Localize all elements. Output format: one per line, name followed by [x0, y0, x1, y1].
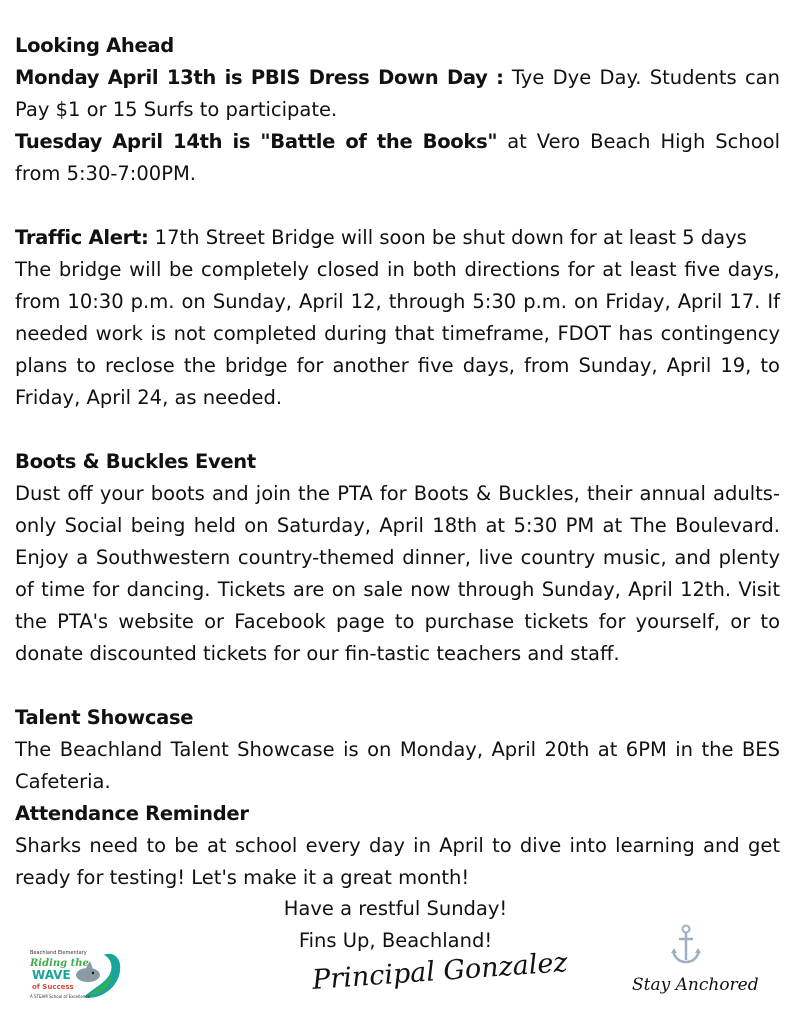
pbis-day-text: Tye Dye Day. Students can Pay $1 or 15 Surfs to participate.	[15, 66, 780, 121]
stay-anchored-text: Stay Anchored	[632, 975, 759, 995]
closing-line-1: Have a restful Sunday!	[283, 897, 508, 920]
logo-tagline: A STEAM School of Excellence	[30, 994, 91, 999]
traffic-section	[15, 222, 780, 414]
logo-riding: Riding the	[30, 958, 89, 969]
talent-heading: Talent Showcase	[15, 706, 194, 729]
looking-ahead-heading: Looking Ahead	[15, 34, 174, 57]
principal-signature: Principal Gonzalez	[311, 947, 569, 996]
pbis-day-title: Monday April 13th is PBIS Dress Down Day :	[15, 66, 504, 89]
wave-logo-icon	[26, 945, 126, 1007]
anchor-icon	[670, 924, 702, 966]
attendance-body: Sharks need to be at school every day in April to dive into learning and get ready for testing! Let's make it a great month!	[15, 834, 780, 889]
traffic-headline: 17th Street Bridge will soon be shut down for at least 5 days	[148, 226, 747, 249]
logo-school-name: Beachland Elementary	[30, 950, 87, 956]
boots-heading: Boots & Buckles Event	[15, 450, 256, 473]
talent-body: The Beachland Talent Showcase is on Monday, April 20th at 6PM in the BES Cafeteria.	[15, 738, 780, 793]
battle-books-title: Tuesday April 14th is "Battle of the Books"	[15, 130, 498, 153]
attendance-heading: Attendance Reminder	[15, 802, 249, 825]
talent-section	[15, 702, 780, 894]
newsletter-body	[15, 30, 780, 894]
boots-body: Dust off your boots and join the PTA for Boots & Buckles, their annual adults-only Social being held on Saturday, April 18th at 5:30 PM at The Boulevard. Enjoy a Southwestern country-themed dinner, live country music, and plenty of time for dancing. Tickets are on sale now through Sunday, April 12th. Visit the PTA's website or Facebook page to purchase tickets for yourself, or to donate discounted tickets for our fin-tastic teachers and staff.	[15, 482, 780, 665]
battle-books-text: at Vero Beach High School from 5:30-7:00PM.	[15, 130, 781, 185]
logo-success: of Success	[32, 983, 74, 991]
traffic-label: Traffic Alert:	[15, 226, 149, 249]
traffic-body: The bridge will be completely closed in both directions for at least five days, from 10:30 p.m. on Sunday, April 12, through 5:30 p.m. on Friday, April 17. If needed work is not completed during that timeframe, FDOT has contingency plans to reclose the bridge for another five days, from Sunday, April 19, to Friday, April 24, as needed.	[15, 258, 780, 409]
anchor-icon-svg	[670, 924, 702, 966]
closing-line-2: Fins Up, Beachland!	[298, 929, 493, 952]
looking-ahead-section	[15, 30, 780, 190]
school-logo	[26, 945, 126, 1007]
boots-section	[15, 446, 780, 670]
logo-wave: WAVE	[32, 968, 71, 982]
